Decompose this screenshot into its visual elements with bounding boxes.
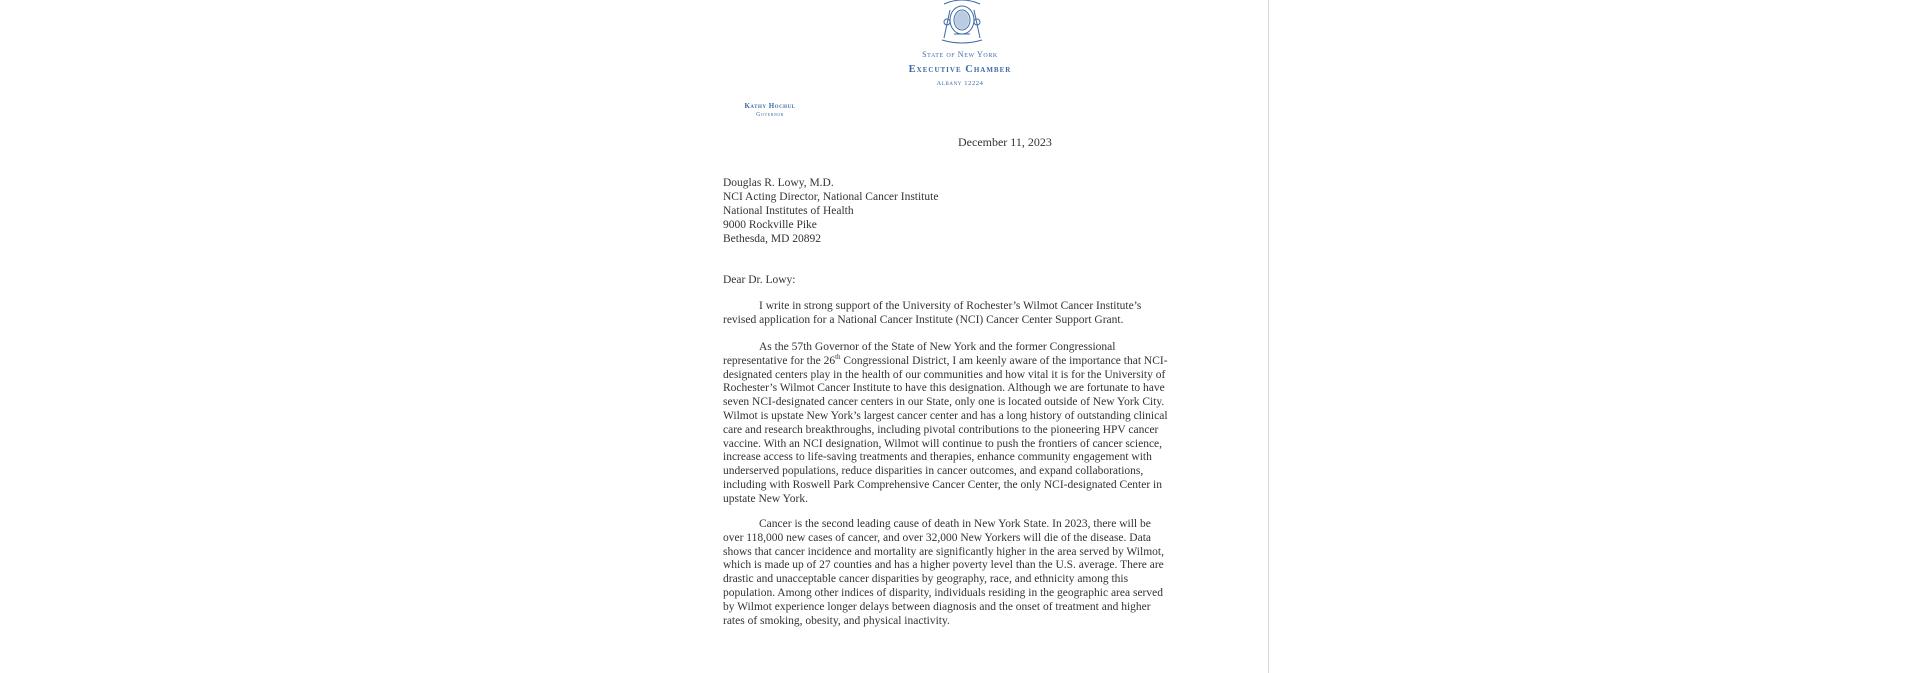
paragraph-1 (723, 300, 1193, 328)
letterhead-chamber: Executive Chamber (908, 64, 1012, 75)
paragraph-line: over 118,000 new cases of cancer, and over 32,000 New Yorkers will die of the disease. Data (723, 531, 1151, 544)
paragraph-line: which is made up of 27 counties and has a higher poverty level than the U.S. average. There are (723, 559, 1164, 572)
salutation: Dear Dr. Lowy: (723, 274, 796, 286)
paragraph-line: I write in strong support of the University of Rochester’s Wilmot Cancer Institute’s (759, 300, 1142, 312)
paragraph-line: care and research breakthroughs, including pivotal contributions to the pioneering HPV cancer (723, 423, 1159, 436)
governor-title: Governor (756, 112, 784, 118)
paragraph-line (723, 352, 1193, 369)
paragraph-line: increase access to life-saving treatments and therapies, enhance community engagement with (723, 451, 1152, 464)
paragraph-text: Congressional District, I am keenly aware of the importance that NCI- (840, 354, 1168, 367)
paragraph-line: drastic and unacceptable cancer disparities by geography, race, and ethnicity among this (723, 573, 1129, 586)
page-margin-area (1269, 0, 1920, 673)
letterhead-city: Albany 12224 (936, 80, 984, 87)
ordinal-suffix: th (835, 352, 841, 361)
recipient-title: NCI Acting Director, National Cancer Institute (723, 191, 939, 203)
paragraph-line: designated centers play in the health of our communities and how vital it is for the University of (723, 368, 1166, 381)
paragraph-line: Rochester’s Wilmot Cancer Institute to have this designation. Although we are fortunate to have (723, 382, 1165, 395)
paragraph-line: seven NCI-designated cancer centers in our State, only one is located outside of New York City. (723, 396, 1165, 409)
paragraph-line: As the 57th Governor of the State of New York and the former Congressional (759, 341, 1116, 353)
recipient-name: Douglas R. Lowy, M.D. (723, 177, 834, 189)
paragraph-3 (723, 518, 1193, 628)
paragraph-line: vaccine. With an NCI designation, Wilmot will continue to push the frontiers of cancer science, (723, 437, 1163, 450)
paragraph-line: Cancer is the second leading cause of death in New York State. In 2023, there will be (759, 518, 1151, 530)
paragraph-line: shows that cancer incidence and mortality are significantly higher in the area served by Wilmot, (723, 545, 1164, 558)
letter-date: December 11, 2023 (958, 135, 1052, 149)
governor-name: Kathy Hochul (744, 102, 796, 110)
recipient-street: 9000 Rockville Pike (723, 219, 817, 231)
paragraph-2 (723, 341, 1193, 507)
paragraph-line: Wilmot is upstate New York’s largest cancer center and has a long history of outstanding clinical (723, 409, 1168, 422)
paragraph-text: representative for the 26 (723, 354, 836, 367)
recipient-organization: National Institutes of Health (723, 205, 854, 217)
paragraph-line: population. Among other indices of disparity, individuals residing in the geographic area served (723, 586, 1163, 599)
paragraph-line: by Wilmot experience longer delays between diagnosis and the onset of treatment and higher (723, 600, 1151, 613)
paragraph-line: upstate New York. (723, 492, 808, 505)
paragraph-line: rates of smoking, obesity, and physical inactivity. (723, 614, 950, 627)
new-york-state-seal-icon (930, 0, 994, 46)
paragraph-line: underserved populations, reduce disparities in cancer outcomes, and expand collaborations, (723, 465, 1144, 478)
paragraph-line: including with Roswell Park Comprehensive Cancer Center, the only NCI-designated Center in (723, 478, 1162, 491)
recipient-city: Bethesda, MD 20892 (723, 233, 822, 245)
paragraph-line: revised application for a National Cancer Institute (NCI) Cancer Center Support Grant. (723, 313, 1124, 326)
recipient-address (723, 176, 938, 246)
letterhead-state: State of New York (922, 50, 998, 59)
